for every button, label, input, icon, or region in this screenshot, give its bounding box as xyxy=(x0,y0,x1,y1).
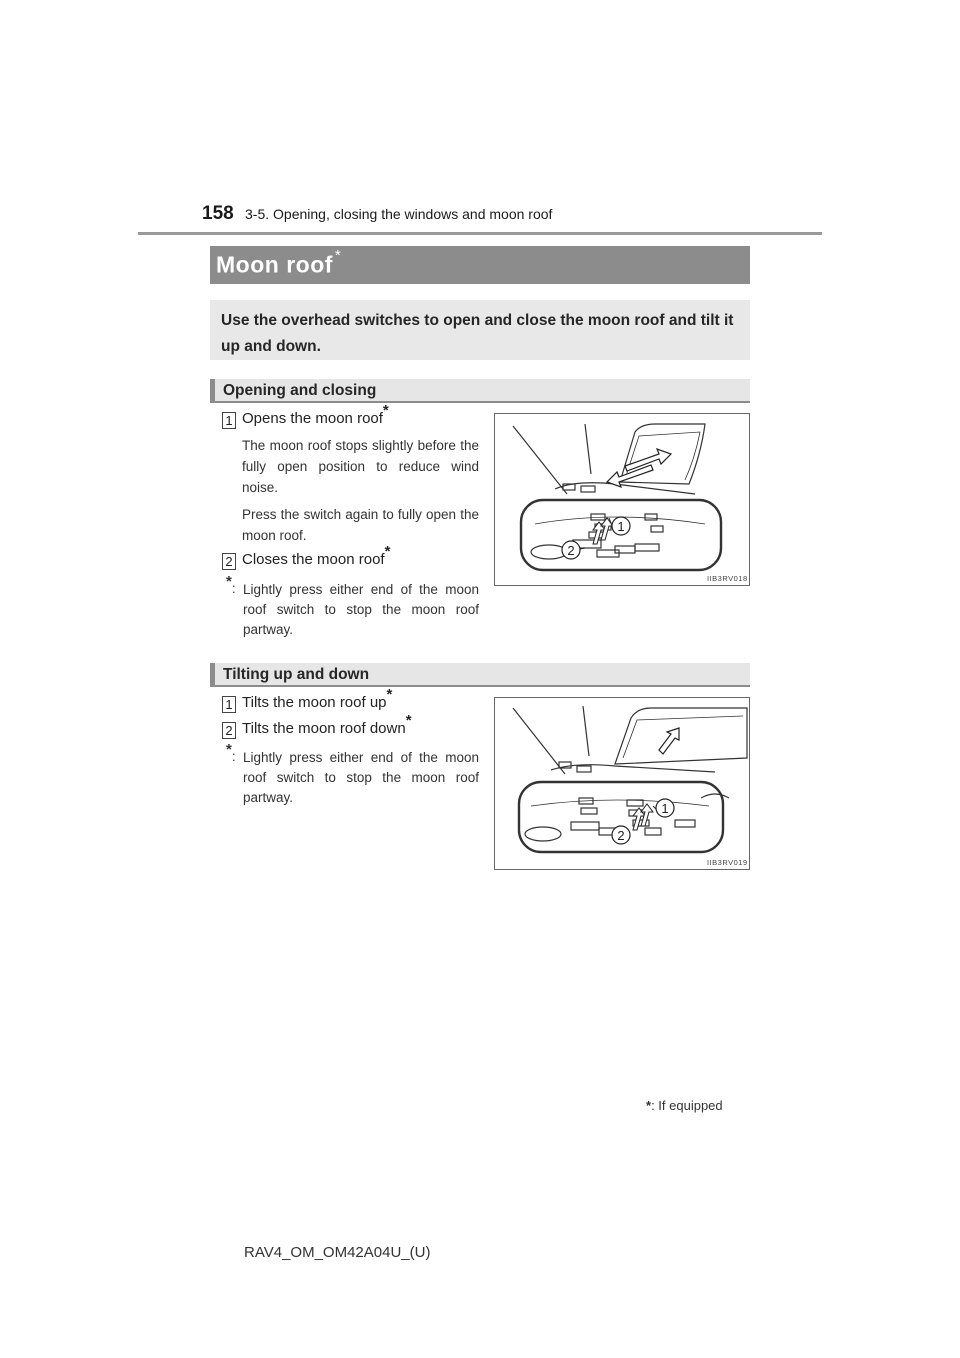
overhead-switch-illustration xyxy=(495,698,750,870)
overhead-switch-illustration xyxy=(495,414,750,586)
footnote-mark: *: xyxy=(226,572,236,596)
callout-1: 1 xyxy=(617,519,625,534)
header-divider xyxy=(138,232,822,235)
note-wind-noise: The moon roof stops slightly before the fully open position to reduce wind noise. xyxy=(242,438,479,495)
item-number-badge: 2 xyxy=(222,722,236,739)
figure-opening xyxy=(494,413,750,586)
page-number: 158 xyxy=(202,203,234,224)
figure-code: IIB3RV018 xyxy=(707,574,748,583)
callout-2: 2 xyxy=(567,543,575,558)
callout-1: 1 xyxy=(661,801,669,816)
if-equipped-note: *: If equipped xyxy=(646,1098,723,1113)
title-asterisk: * xyxy=(334,247,342,264)
item-number-badge: 1 xyxy=(222,412,236,429)
figure-code: IIB3RV019 xyxy=(707,858,748,867)
subheading-opening: Opening and closing xyxy=(223,382,377,399)
figure-tilting xyxy=(494,697,750,870)
item-number-badge: 1 xyxy=(222,696,236,713)
item-opens: Opens the moon roof* xyxy=(242,402,389,427)
section-title: 3-5. Opening, closing the windows and moon roof xyxy=(245,206,553,222)
subheading-tilting: Tilting up and down xyxy=(223,666,370,683)
item-tilt-up: Tilts the moon roof up* xyxy=(242,686,393,711)
item-closes: Closes the moon roof* xyxy=(242,543,391,568)
item-tilt-down: Tilts the moon roof down* xyxy=(242,712,412,737)
subheading-rule-opening xyxy=(210,401,750,403)
note-fully-open: Press the switch again to fully open the moon roof. xyxy=(242,507,479,543)
document-code: RAV4_OM_OM42A04U_(U) xyxy=(244,1244,431,1261)
page-title: Moon roof * xyxy=(216,247,342,278)
footnote-text: Lightly press either end of the moon roof switch to stop the moon roof partway. xyxy=(243,750,479,805)
footnote-text: Lightly press either end of the moon roof switch to stop the moon roof partway. xyxy=(243,582,479,637)
item-number-badge: 2 xyxy=(222,553,236,570)
footnote-mark: *: xyxy=(226,740,236,764)
callout-2: 2 xyxy=(617,828,625,843)
subheading-rule-tilting xyxy=(210,685,750,687)
intro-text: Use the overhead switches to open and close the moon roof and tilt it up and down. xyxy=(221,312,734,355)
